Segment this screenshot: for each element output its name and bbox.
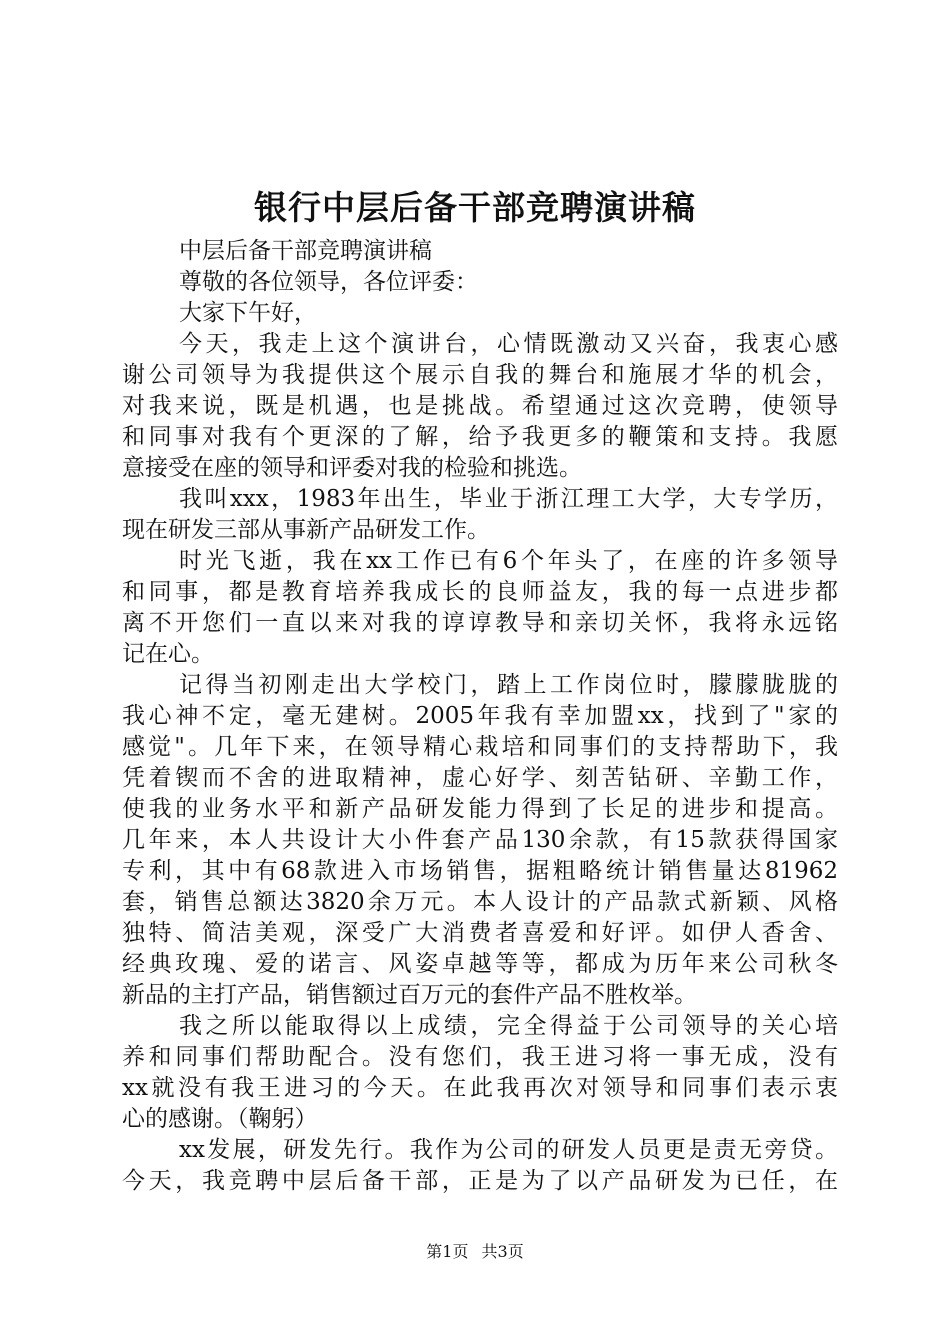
body-line: 谢公司领导为我提供这个展示自我的舞台和施展才华的机会， [122, 362, 838, 388]
body-line: 中层后备干部竞聘演讲稿 [179, 238, 432, 264]
body-line: 经典玫瑰、爱的诺言、风姿卓越等等，都成为历年来公司秋冬 [122, 951, 838, 977]
body-line: 今天，我竞聘中层后备干部，正是为了以产品研发为已任，在 [122, 1168, 838, 1194]
page-footer [0, 1240, 950, 1264]
body-line: 大家下午好， [179, 300, 317, 326]
body-line: 使我的业务水平和新产品研发能力得到了长足的进步和提高。 [122, 796, 838, 822]
body-line: 离不开您们一直以来对我的谆谆教导和亲切关怀，我将永远铭 [122, 610, 838, 636]
body-line: 感觉"。几年下来，在领导精心栽培和同事们的支持帮助下，我 [122, 734, 838, 760]
body-line: 我心神不定，毫无建树。2005年我有幸加盟xx，找到了"家的 [122, 703, 838, 729]
body-line: 专利，其中有68款进入市场销售，据粗略统计销售量达81962 [122, 858, 838, 884]
body-line: 和同事，都是教育培养我成长的良师益友，我的每一点进步都 [122, 579, 838, 605]
body-line: 对我来说，既是机遇，也是挑战。希望通过这次竞聘，使领导 [122, 393, 838, 419]
body-line: 记在心。 [122, 641, 214, 667]
body-line: 心的感谢。（鞠躬） [122, 1106, 318, 1132]
body-line: 养和同事们帮助配合。没有您们，我王进习将一事无成，没有 [122, 1044, 838, 1070]
body-line: 几年来，本人共设计大小件套产品130余款，有15款获得国家 [122, 827, 838, 853]
body-line: 现在研发三部从事新产品研发工作。 [122, 517, 490, 543]
body-line: 今天，我走上这个演讲台，心情既激动又兴奋，我衷心感 [179, 331, 838, 357]
document-title: 银行中层后备干部竞聘演讲稿 [254, 188, 696, 227]
page-total: 共3页 [481, 1242, 524, 1261]
body-line: 套，销售总额达3820余万元。本人设计的产品款式新颖、风格 [122, 889, 838, 915]
body-line: 凭着锲而不舍的进取精神，虚心好学、刻苦钻研、辛勤工作， [122, 765, 838, 791]
body-line: xx发展，研发先行。我作为公司的研发人员更是责无旁贷。 [179, 1137, 838, 1163]
body-line: 我叫xxx，1983年出生，毕业于浙江理工大学，大专学历， [179, 486, 838, 512]
document-body [122, 236, 838, 1197]
page-number: 第1页 [426, 1242, 469, 1261]
body-line: 独特、简洁美观，深受广大消费者喜爱和好评。如伊人香舍、 [122, 920, 838, 946]
body-line: 和同事对我有个更深的了解，给予我更多的鞭策和支持。我愿 [122, 424, 838, 450]
body-line: xx就没有我王进习的今天。在此我再次对领导和同事们表示衷 [122, 1075, 838, 1101]
body-line: 记得当初刚走出大学校门，踏上工作岗位时，朦朦胧胧的 [179, 672, 838, 698]
body-line: 尊敬的各位领导，各位评委： [179, 269, 478, 295]
body-line: 我之所以能取得以上成绩，完全得益于公司领导的关心培 [179, 1013, 838, 1039]
body-line: 新品的主打产品，销售额过百万元的套件产品不胜枚举。 [122, 982, 697, 1008]
body-line: 时光飞逝，我在xx工作已有6个年头了，在座的许多领导 [179, 548, 838, 574]
body-line: 意接受在座的领导和评委对我的检验和挑选。 [122, 455, 582, 481]
